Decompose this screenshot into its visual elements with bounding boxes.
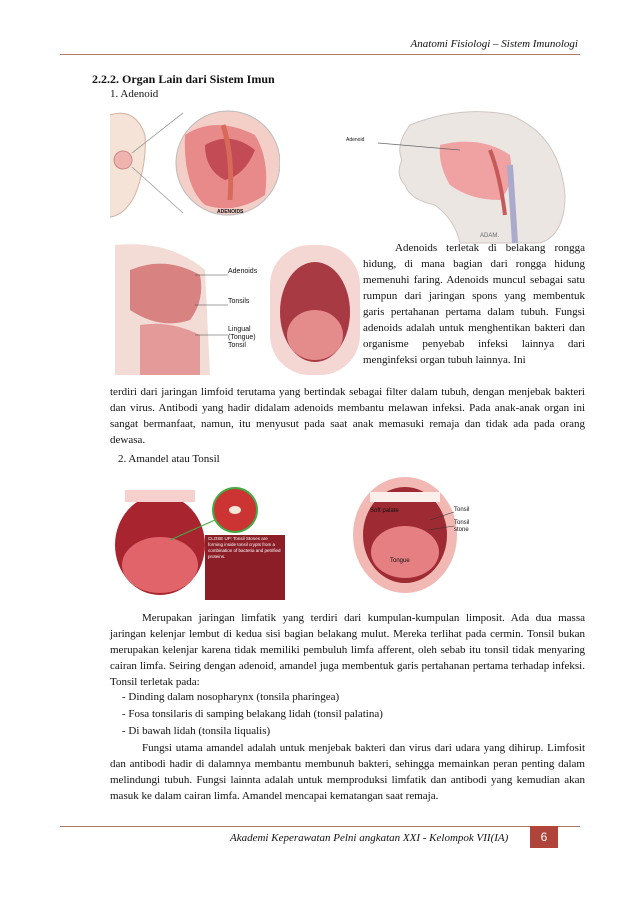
adenoid-closeup-figure bbox=[105, 105, 280, 223]
tonsil-stone-caption: CLOSE UP: Tonsil Stones are forming inside tonsil crypts from a combination of bacteria and petrified proteins. bbox=[208, 536, 281, 559]
tonsil-location-list bbox=[122, 689, 383, 740]
list-item: - Di bawah lidah (tonsila liqualis) bbox=[122, 725, 271, 737]
list-item: - Fosa tonsilaris di samping belakang lidah (tonsil palatina) bbox=[122, 708, 383, 720]
tonsil-paragraph-1: Merupakan jaringan limfatik yang terdiri dari kumpulan-kumpulan limposit. Ada dua massa jaringan kelenjar lembut di kedua sisi bagian belakang mulut. Mereka terlihat pada cermin. Tonsil bukan merupakan kelenjar karena tidak memiliki pembuluh limfa afferent, oleh sebab itu tonsil tidak menyaring cairan limfa. Seiring dengan adenoid, amandel juga membentuk garis pertahanan pertama terhadap infeksi. Tonsil terletak pada: bbox=[110, 612, 585, 688]
label-soft-palate: Soft palate bbox=[370, 508, 399, 514]
section-heading: 2.2.2. Organ Lain dari Sistem Imun bbox=[92, 72, 275, 86]
adam-brand: ADAM. bbox=[480, 233, 500, 239]
footer-rule bbox=[60, 826, 580, 827]
tonsil-paragraph-2: Fungsi utama amandel adalah untuk menjebak bakteri dan virus dari udara yang dihirup. Limfosit dan antibodi hadir di dalamnya membantu membunuh bakteri, sehingga memainkan peran penting dalam melindungi tubuh. Fungsi lainnta adalah untuk memproduksi limfatik dan antibodi yang kemudian akan masuk ke dalam cairan limfa. Amandel mencapai kematangan saat remaja. bbox=[110, 742, 585, 802]
label-tongue: Tongue bbox=[390, 558, 410, 564]
footer-text: Akademi Keperawatan Pelni angkatan XXI - Kelompok VII(IA) bbox=[230, 832, 509, 844]
adenoid-paragraph-right: Adenoids terletak di belakang rongga hidung, di mana bagian dari rongga hidung memenuhi faring. Adenoids muncul sebagai satu rumpun dari jaringan spons yang membentuk garis pertahanan pertama dalam tubuh. Fungsi adenoids adalah untuk menghentikan bakteri dan organisme penyebab infeksi lainnya dari menginfeksi organ tubuh lainnya. Ini bbox=[363, 242, 585, 366]
label-lingual-tonsil: Lingual (Tongue) Tonsil bbox=[228, 326, 256, 349]
item-adenoid: 1. Adenoid bbox=[110, 88, 159, 100]
label-adenoids: Adenoids bbox=[228, 268, 258, 275]
head-profile-figure bbox=[340, 105, 585, 245]
label-tonsils: Tonsils bbox=[228, 298, 250, 305]
list-item: - Dinding dalam nosopharynx (tonsila pharingea) bbox=[122, 691, 340, 703]
label-tonsil-stone: Tonsil stone bbox=[454, 520, 470, 533]
page-number: 6 bbox=[530, 826, 558, 848]
adenoid-paragraph-full: terdiri dari jaringan limfoid terutama yang bertindak sebagai filter dalam tubuh, dengan menjebak bakteri dan virus. Antibodi yang hadir didalam adenoids membantu melawan infeksi. Pada anak-anak organ ini sangat bermanfaat, namun, itu menyusut pada saat anak memasuki remaja dan tidak ada pada orang dewasa. bbox=[110, 386, 585, 446]
throat-section-figure bbox=[110, 240, 360, 380]
item-tonsil: 2. Amandel atau Tonsil bbox=[118, 453, 220, 465]
adenoids-label: ADENOIDS bbox=[217, 209, 244, 215]
tonsil-stone-figure bbox=[110, 470, 285, 600]
head-adenoid-label: Adenoid bbox=[346, 137, 365, 143]
open-mouth-figure bbox=[350, 470, 490, 600]
header-title: Anatomi Fisiologi – Sistem Imunologi bbox=[410, 38, 578, 50]
label-tonsil: Tonsil bbox=[454, 507, 470, 513]
header-rule bbox=[60, 54, 580, 55]
